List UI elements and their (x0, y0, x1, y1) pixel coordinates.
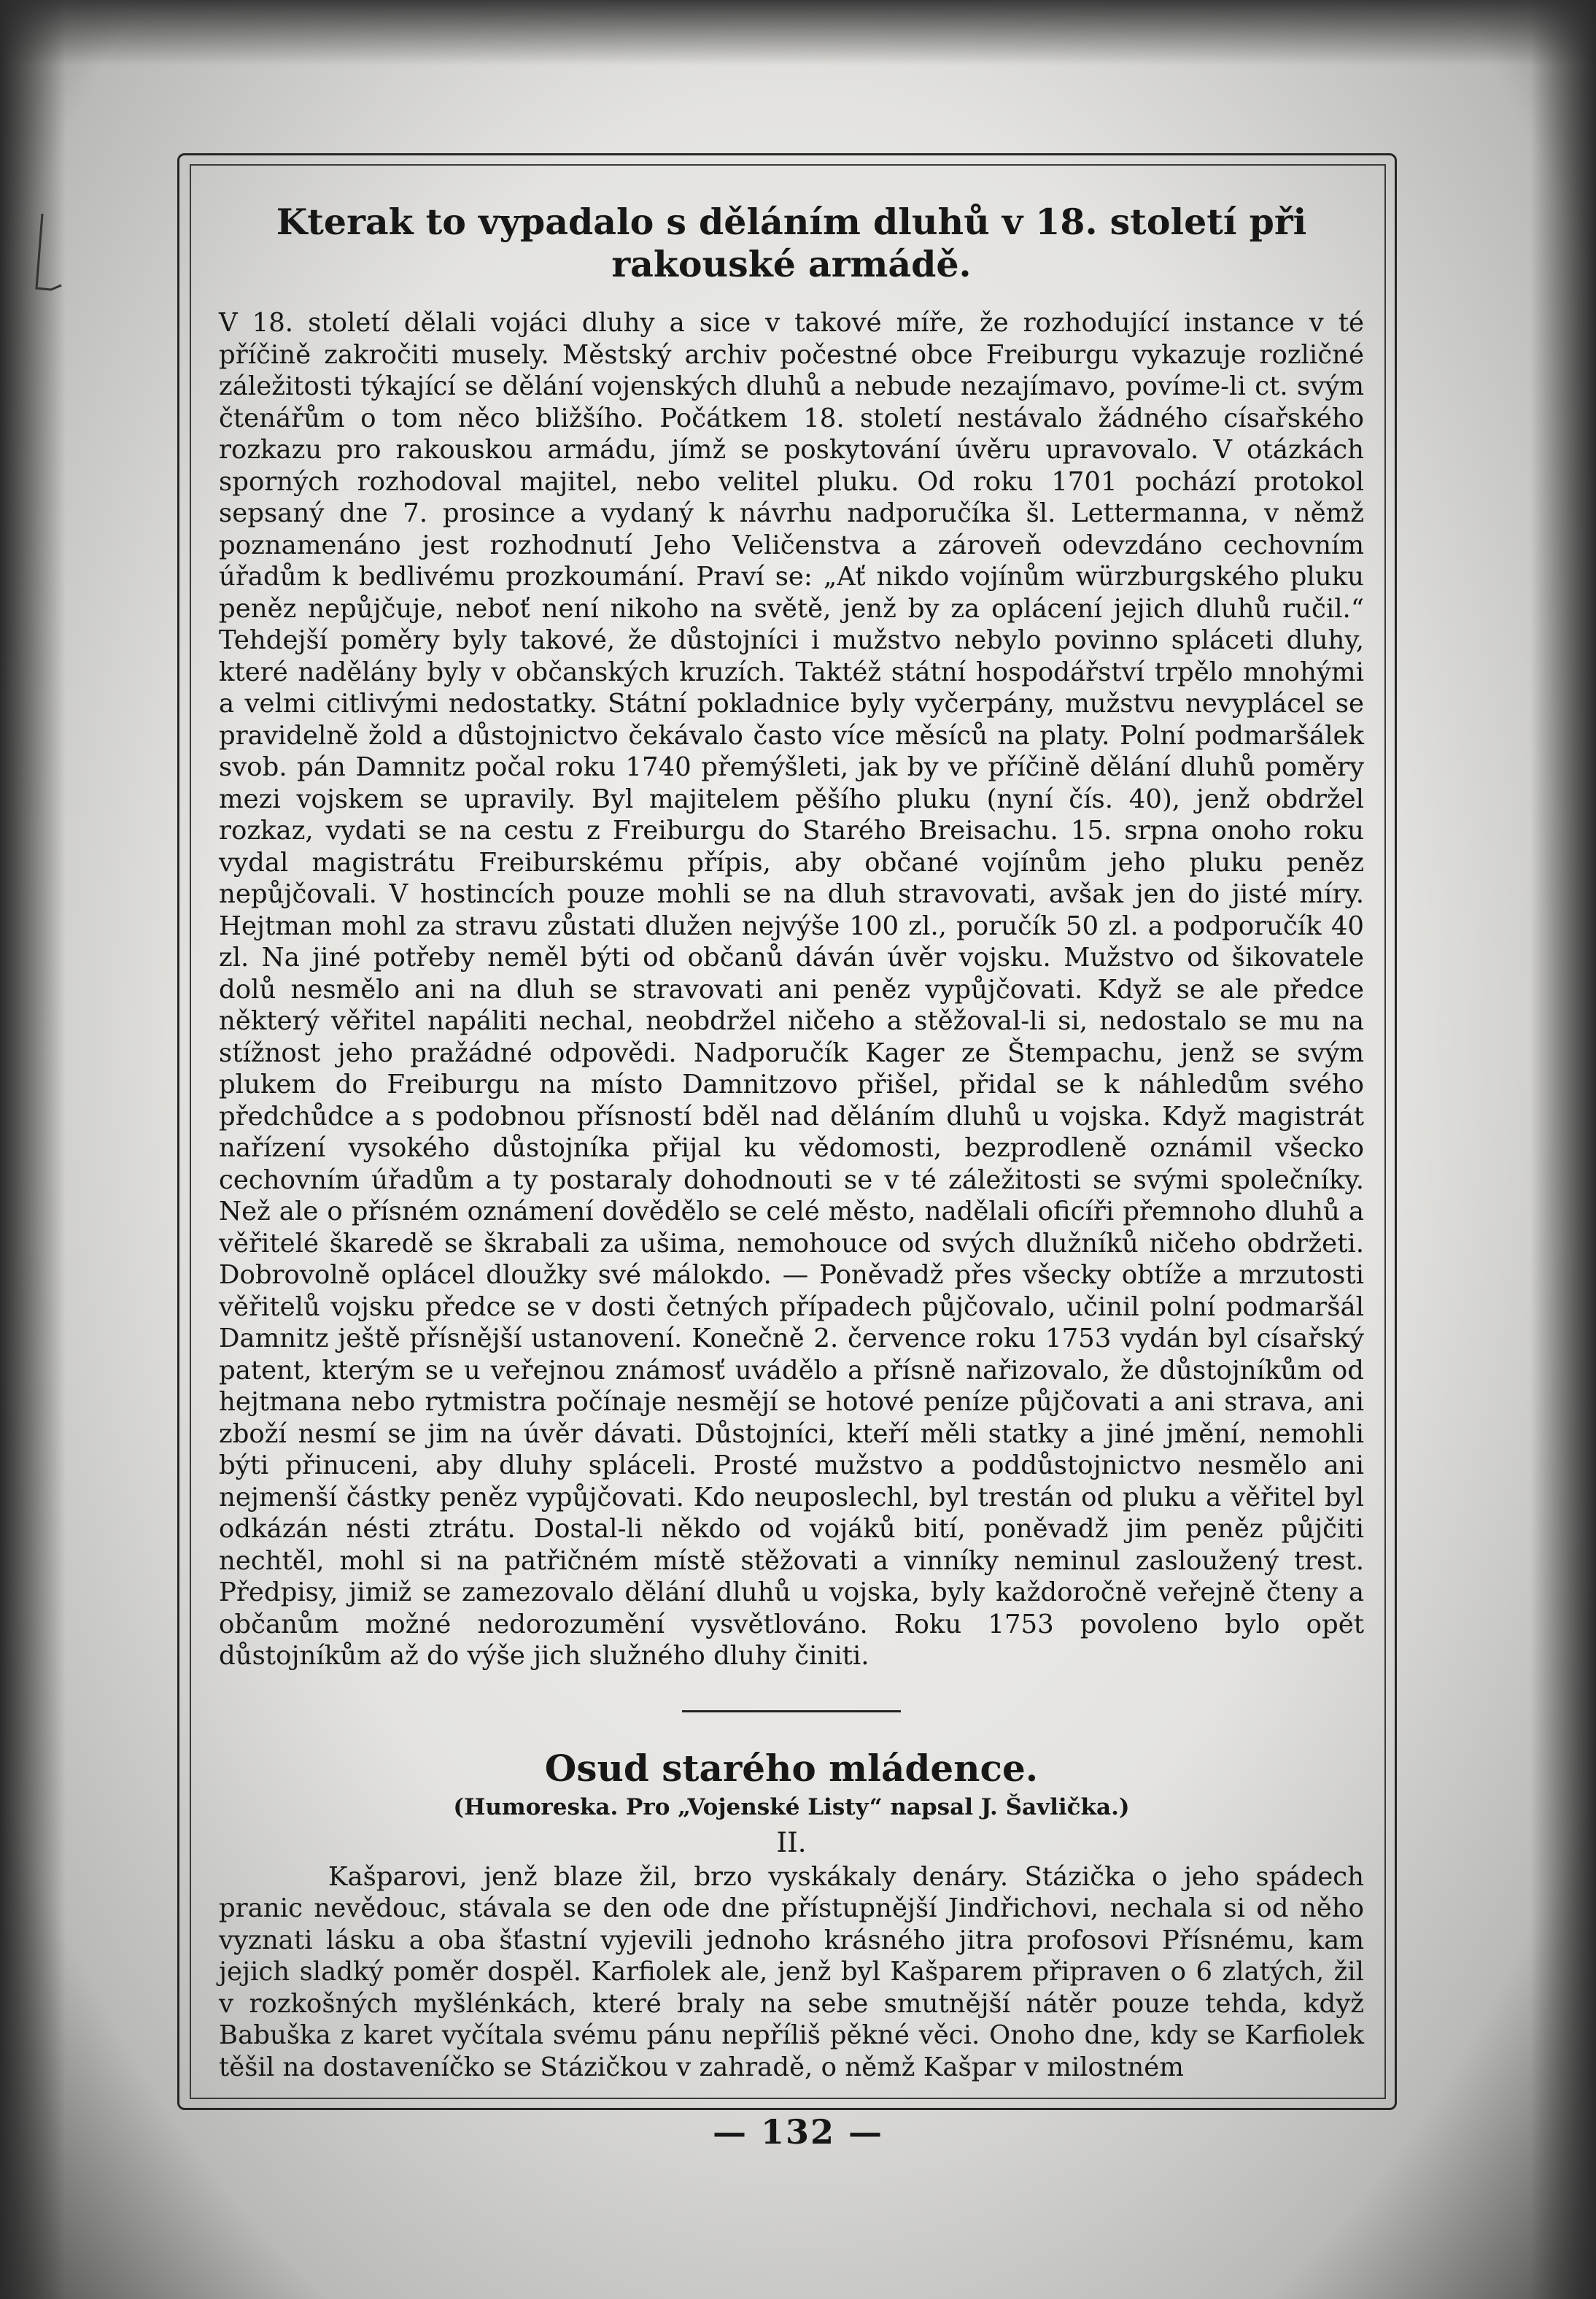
page-number: — 132 — (712, 2112, 884, 2152)
section-divider (682, 1710, 901, 1712)
scan-edge-shadow (1530, 0, 1596, 2299)
chapter-number: II. (776, 1826, 807, 1858)
article-title: Kterak to vypadalo s děláním dluhů v 18. století při rakouské armádě. (276, 201, 1307, 285)
article-body: V 18. století dělali vojáci dluhy a sice v takové míře, že rozhodující instance v té příčině zakročiti musely. Městský archiv počestné obce Freiburgu vykazuje rozličné záležitosti týkající se dělání vojenských dluhů a nebude nezajímavo, povíme-li ct. svým čtenářům o tom něco bližšího. Počátkem 18. století nestávalo žádného císařského rozkazu pro rakouskou armádu, jímž se poskytování úvěru upravovalo. V otázkách sporných rozhodoval majitel, nebo velitel pluku. Od roku 1701 pochází protokol sepsaný dne 7. prosince a vydaný k návrhu nadporučíka šl. Lettermanna, v němž poznamenáno jest rozhodnutí Jeho Veličenstva a zároveň odevzdáno cechovním úřadům k bedlivému prozkoumání. Praví se: „Ať nikdo vojínům würzburgského pluku peněz nepůjčuje, neboť není nikoho na světě, jenž by za oplácení jejich dluhů ručil.“ Tehdejší poměry byly takové, že důstojníci i mužstvo nebylo povinno spláceti dluhy, které nadělány byly v občanských kruzích. Taktéž státní hospodářství trpělo mnohými a velmi citlivými nedostatky. Státní pokladnice byly vyčerpány, mužstvu nevyplácel se pravidelně žold a důstojnictvo čekávalo často více měsíců na platy. Polní podmaršálek svob. pán Damnitz počal roku 1740 přemýšleti, jak by ve příčině dělání dluhů poměry mezi vojskem se upravily. Byl majitelem pěšího pluku (nyní čís. 40), jenž obdržel rozkaz, vydati se na cestu z Freiburgu do Starého Breisachu. 15. srpna onoho roku vydal magistrátu Freiburskému přípis, aby občané vojínům jeho pluku peněz nepůjčovali. V hostincích pouze mohli se na dluh stravovati, avšak jen do jisté míry. Hejtman mohl za stravu zůstati dlužen nejvýše 100 zl., poručík 50 zl. a podporučík 40 zl. Na jiné potřeby neměl býti od občanů dáván úvěr vojsku. Mužstvo od šikovatele dolů nesmělo ani na dluh se stravovati ani peněz vypůjčovati. Když se ale předce některý věřitel napáliti nechal, neobdržel ničeho a stěžoval-li si, nedostalo se mu na stížnost jeho pražádné odpovědi. Nadporučík Kager ze Štempachu, jenž se svým plukem do Freiburgu na místo Damnitzovo přišel, přidal se k náhledům svého předchůdce a s podobnou přísností bděl nad děláním dluhů u vojska. Když magistrát nařízení vysokého důstojníka přijal ku vědomosti, bezprodleně oznámil všecko cechovním úřadům a ty postaraly dohodnouti se v té záležitosti se svými společníky. Než ale o přísném oznámení dovědělo se celé město, nadělali oficíři přemnoho dluhů a věřitelé škaredě se škrabali za ušima, nemohouce od svých dlužníků ničeho obdržeti. Dobrovolně oplácel dloužky své málokdo. — Poněvadž přes všecky obtíže a mrzutosti věřitelů vojsku předce se v dosti četných případech půjčovalo, učinil polní podmaršál Damnitz ještě přísnější ustanovení. Konečně 2. července roku 1753 vydán byl císařský patent, kterým se u veřejnou známosť uvádělo a přísně nařizovalo, že důstojníkům od hejtmana nebo rytmistra počínaje nesmějí se hotové peníze půjčovati a ani strava, ani zboží nesmí se jim na úvěr dávati. Důstojníci, kteří měli statky a jiné jmění, nemohli býti přinuceni, aby dluhy spláceli. Prosté mužstvo a poddůstojnictvo nesmělo ani nejmenší částky peněz vypůjčovati. Kdo neuposlechl, byl trestán od pluku a věřitel byl odkázán nésti ztrátu. Dostal-li někdo od vojáků bití, poněvadž jim peněz půjčiti nechtěl, mohl si na patřičném místě stěžovati a vinníky neminul zasloužený trest. Předpisy, jimiž se zamezovalo dělání dluhů u vojska, byly každoročně veřejně čteny a občanům možné nedorozumění vysvětlováno. Roku 1753 povoleno bylo opět důstojníkům až do výše jich služného dluhy činiti. (219, 308, 1364, 1671)
story-title: Osud starého mládence. (544, 1746, 1039, 1790)
scan-edge-shadow (0, 0, 1596, 66)
scan-edge-shadow (0, 0, 66, 2299)
story-subtitle: (Humoreska. Pro „Vojenské Listy“ napsal J. Šavlička.) (453, 1793, 1130, 1820)
handwritten-bracket-mark (22, 208, 66, 303)
page-content (219, 201, 1364, 2083)
story-body: Kašparovi, jenž blaze žil, brzo vyskákaly denáry. Stázička o jeho spádech pranic nevědouc, stávala se den ode dne přístupnější Jindřichovi, nechala si od něho vyznati lásku a oba šťastní vyjevili jednoho krásného jitra profosovi Přísnému, kam jejich sladký poměr dospěl. Karfiolek ale, jenž byl Kašparem připraven o 6 zlatých, žil v rozkošných myšlénkách, které braly na sebe smutnější nátěr pouze tehda, když Babuška z karet vyčítala svému pánu nepříliš pěkné věci. Onoho dne, kdy se Karfiolek těšil na dostaveníčko se Stázičkou v zahradě, o němž Kašpar v milostném (219, 1861, 1364, 2082)
